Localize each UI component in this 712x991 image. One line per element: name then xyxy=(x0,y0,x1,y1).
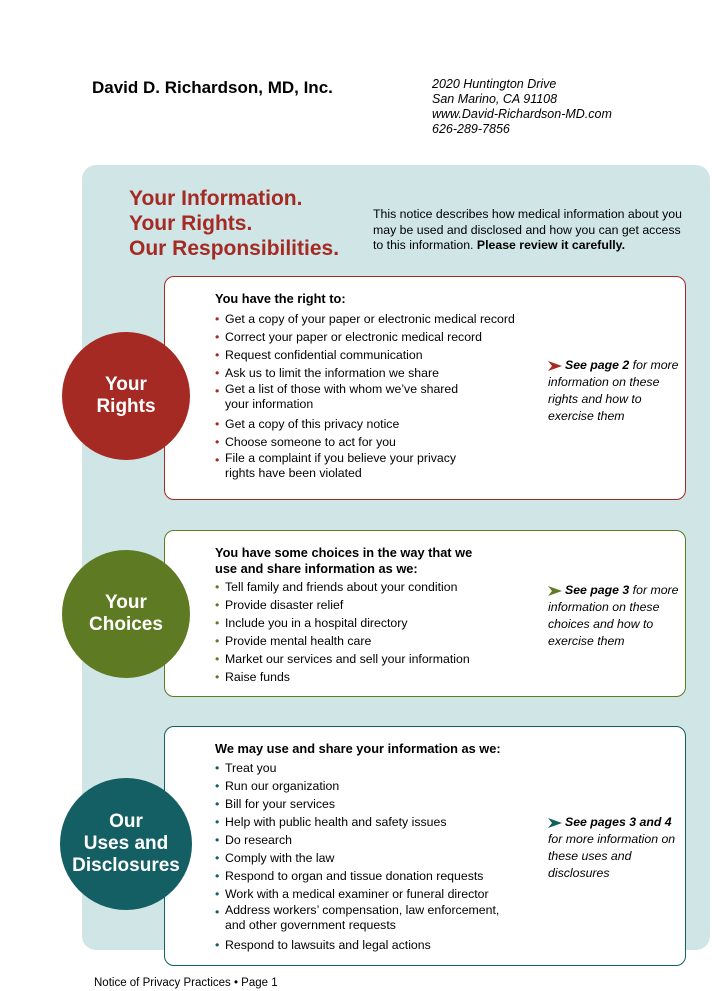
see-page-link: See page 2 xyxy=(565,358,630,372)
list-item: • Help with public health and safety issues xyxy=(215,813,535,831)
choices-heading: You have some choices in the way that we use and share information as we: xyxy=(215,545,473,576)
list-item: • Get a copy of this privacy notice xyxy=(215,415,535,433)
list-item-text: • Get a list of those with whom we’ve shared your information xyxy=(225,382,459,411)
list-item: • Market our services and sell your information xyxy=(215,650,535,668)
circle-label: Your xyxy=(105,592,147,613)
rights-see-page xyxy=(548,357,683,425)
choices-box xyxy=(164,530,686,697)
list-item: • Correct your paper or electronic medical record xyxy=(215,328,535,346)
list-item: • Comply with the law xyxy=(215,849,535,867)
list-item: • Treat you xyxy=(215,759,535,777)
arrow-right-icon xyxy=(548,818,562,828)
rights-heading: You have the right to: xyxy=(215,291,346,306)
list-item: • Provide disaster relief xyxy=(215,596,535,614)
see-page-link: See page 3 xyxy=(565,583,630,597)
intro-emphasis: Please review it carefully. xyxy=(476,238,626,252)
list-item: • Choose someone to act for you xyxy=(215,433,535,451)
list-item: • Include you in a hospital directory xyxy=(215,614,535,632)
circle-label: Your xyxy=(105,374,147,395)
headline-line-3: Our Responsibilities. xyxy=(129,237,340,260)
list-item: • Tell family and friends about your condition xyxy=(215,578,535,596)
address-website[interactable]: www.David-Richardson-MD.com xyxy=(432,107,612,121)
choices-see-page xyxy=(548,582,683,650)
circle-label: Rights xyxy=(96,396,156,417)
list-item xyxy=(215,451,535,481)
headline-line-1: Your Information. xyxy=(129,187,303,210)
practice-name: David D. Richardson, MD, Inc. xyxy=(92,78,333,97)
intro-body: This notice describes how medical information about you may be used and disclosed and how you can get access to this information. xyxy=(373,207,682,252)
address-city: San Marino, CA 91108 xyxy=(432,92,558,106)
circle-label: Disclosures xyxy=(72,855,180,876)
choices-list xyxy=(215,578,535,686)
list-item: • Respond to lawsuits and legal actions xyxy=(215,936,535,954)
see-page-text: for more information on these rights and how to exercise them xyxy=(548,358,679,423)
uses-see-page xyxy=(548,814,683,882)
practice-address xyxy=(432,77,612,137)
address-street: 2020 Huntington Drive xyxy=(432,77,557,91)
see-page-link: See pages 3 and 4 xyxy=(565,815,672,829)
intro-text xyxy=(373,207,693,254)
page-footer: Notice of Privacy Practices • Page 1 xyxy=(94,977,278,989)
address-phone: 626-289-7856 xyxy=(432,122,510,136)
circle-label: Uses and xyxy=(83,833,169,854)
page-headline xyxy=(129,186,339,261)
rights-list xyxy=(215,310,535,484)
list-item: • Run our organization xyxy=(215,777,535,795)
list-item: • Ask us to limit the information we share xyxy=(215,364,535,382)
rights-box xyxy=(164,276,686,500)
headline-line-2: Your Rights. xyxy=(129,212,253,235)
list-item: • Provide mental health care xyxy=(215,632,535,650)
see-page-text: for more information on these choices and how to exercise them xyxy=(548,583,679,648)
list-item: • Do research xyxy=(215,831,535,849)
rights-circle xyxy=(62,332,190,460)
list-item: • Get a copy of your paper or electronic medical record xyxy=(215,310,535,328)
list-item-text: • Address workers’ compensation, law enforcement, and other government requests xyxy=(225,903,500,932)
uses-list xyxy=(215,759,535,954)
circle-label: Our xyxy=(109,811,143,832)
list-item-text: • File a complaint if you believe your privacy rights have been violated xyxy=(225,451,457,480)
list-item: • Request confidential communication xyxy=(215,346,535,364)
list-item: • Raise funds xyxy=(215,668,535,686)
uses-circle xyxy=(60,778,192,910)
list-item: • Respond to organ and tissue donation requests xyxy=(215,867,535,885)
uses-box xyxy=(164,726,686,966)
circle-label: Choices xyxy=(89,614,163,635)
list-item xyxy=(215,903,535,933)
choices-circle xyxy=(62,550,190,678)
list-item: • Bill for your services xyxy=(215,795,535,813)
list-item: • Work with a medical examiner or funeral director xyxy=(215,885,535,903)
see-page-text: for more information on these uses and disclosures xyxy=(548,832,676,880)
uses-heading: We may use and share your information as we: xyxy=(215,741,501,756)
list-item xyxy=(215,382,535,412)
arrow-right-icon xyxy=(548,361,562,371)
arrow-right-icon xyxy=(548,586,562,596)
